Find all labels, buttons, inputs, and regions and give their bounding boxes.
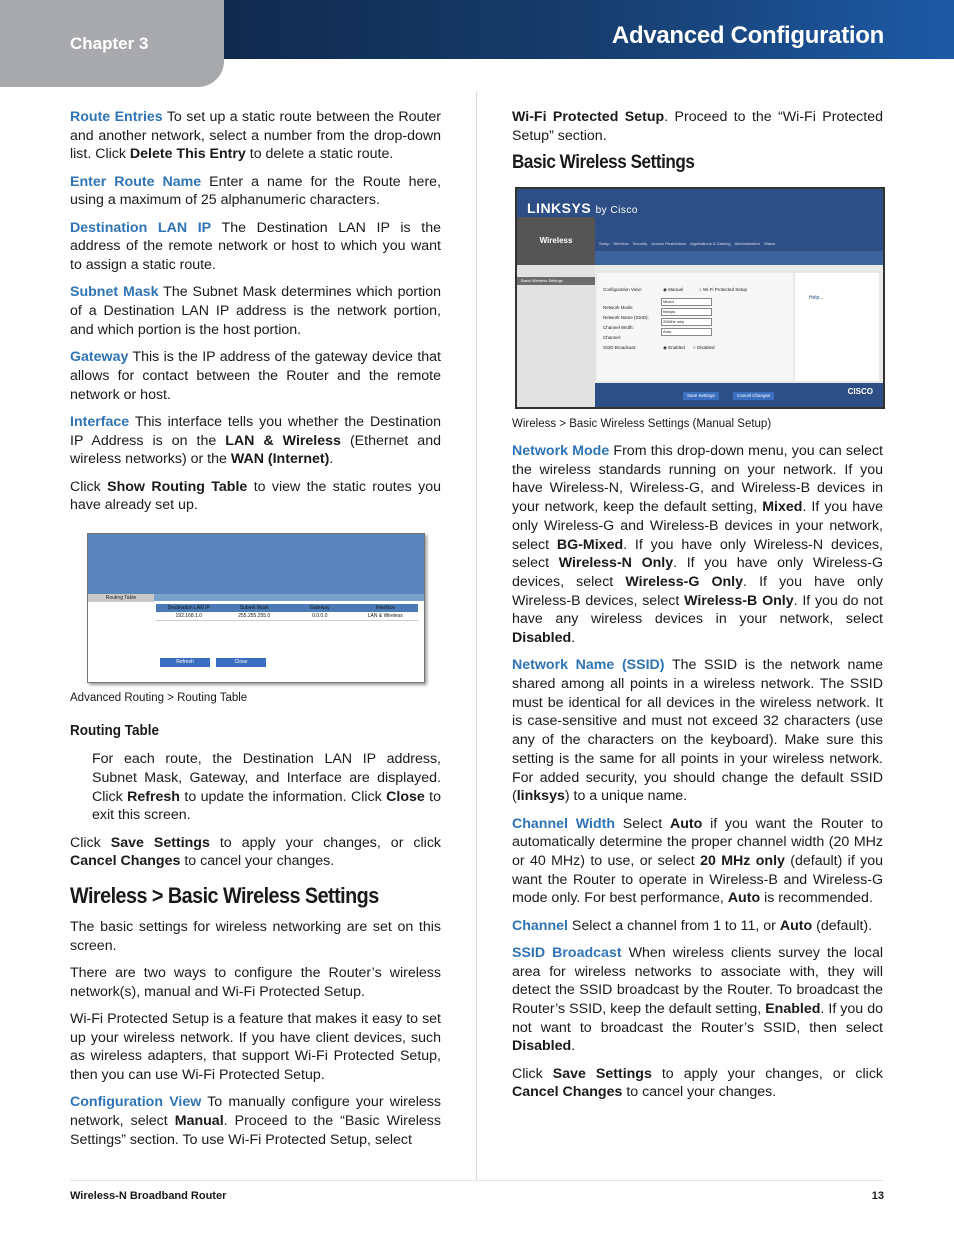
linksys-logo: LINKSYS by Cisco: [527, 199, 638, 216]
routing-table-header: Destination LAN IP Subnet Mask Gateway Interface: [156, 604, 418, 612]
para-channel-width: Channel Width Select Auto if you want the Router to automatically determine the proper channel width (20 MHz or 40 MHz) to use, or select 20 MHz only (default) if you want the Router to operate in Wireless-B and Wireless-G mode only. For best performance, Auto is recommended.: [512, 815, 883, 907]
wps-radio[interactable]: ○ Wi-Fi Protected Setup: [699, 286, 747, 292]
refresh-button[interactable]: Refresh: [160, 658, 210, 667]
channel-width-select[interactable]: 20MHz only: [661, 318, 712, 326]
help-panel: [795, 273, 879, 381]
nav-security[interactable]: Security: [632, 240, 648, 246]
routing-table-label: Routing Table: [88, 594, 154, 602]
wireless-side-label: Wireless: [517, 217, 595, 265]
caption-basic-wireless: Wireless > Basic Wireless Settings (Manual Setup): [512, 417, 772, 430]
para-show-routing-table: Click Show Routing Table to view the static routes you have already set up.: [70, 478, 441, 514]
para-basic-settings: The basic settings for wireless networking are set on this screen.: [70, 918, 441, 954]
nav-setup[interactable]: Setup: [599, 240, 610, 246]
manual-radio[interactable]: ◉ Manual: [663, 286, 683, 292]
para-save-settings-left: Click Save Settings to apply your changes, or click Cancel Changes to cancel your changes.: [70, 834, 442, 870]
nav-status[interactable]: Status: [763, 240, 776, 246]
right-column: [512, 108, 883, 1111]
para-save-settings-right: Click Save Settings to apply your changes, or click Cancel Changes to cancel your changes.: [512, 1065, 884, 1101]
linksys-screenshot: [515, 187, 885, 409]
left-column: [70, 108, 441, 1158]
leftbar-label: Basic Wireless Settings: [517, 277, 595, 285]
para-route-entries: Route Entries To set up a static route between the Router and another network, select a number from the drop-down list. Click Delete This Entry to delete a static route.: [70, 109, 442, 163]
nav-applications-gaming[interactable]: Applications & Gaming: [690, 240, 731, 246]
column-divider: [476, 92, 477, 1180]
para-wps-continued: Wi-Fi Protected Setup. Proceed to the “Wi-Fi Protected Setup” section.: [512, 109, 883, 144]
table-row: 192.168.1.0 255.255.255.0 0.0.0.0 LAN & Wireless: [156, 612, 418, 621]
channel-select[interactable]: Auto: [661, 328, 712, 336]
para-two-ways: There are two ways to configure the Router’s wireless network(s), manual and Wi-Fi Protected Setup.: [70, 964, 441, 1000]
chapter-tab: [0, 0, 224, 87]
cancel-changes-button[interactable]: Cancel Changes: [733, 392, 774, 400]
network-mode-select[interactable]: Mixed: [661, 298, 712, 306]
para-ssid-broadcast: SSID Broadcast When wireless clients survey the local area for wireless networks to associate with, they will detect the SSID broadcast by the Router. To broadcast the Router’s SSID, keep the default setting, Enabled. If you do not want to broadcast the Router’s SSID, then select Disabled.: [512, 944, 883, 1055]
routing-table-screenshot: [87, 533, 425, 683]
header-bar: [224, 0, 954, 59]
routing-table: [156, 604, 418, 621]
para-network-name: Network Name (SSID) The SSID is the network name shared among all points in a wireless network. The SSID must be identical for all devices in the wireless network. It is case-sensitive and must not exceed 32 characters (use any of the characters on the keyboard). Make sure this setting is the same for all points in your wireless network. For added security, you should change the default SSID (linksys) to a unique name.: [512, 657, 884, 805]
help-link[interactable]: Help...: [809, 294, 824, 301]
subheading-routing-table: Routing Table: [70, 721, 160, 739]
nav-wireless[interactable]: Wireless: [613, 240, 629, 246]
nav-administration[interactable]: Administration: [734, 240, 760, 246]
settings-panel: Configuration View: ◉ Manual ○ Wi-Fi Protected Setup Network Mode: Mixed Network Name (SSID): linksys Channel Width: 20MHz only Channel: Auto SSID Broadcast: ◉ Enabled ○ Disabled: [597, 273, 793, 381]
page-title: Advanced Configuration: [611, 22, 884, 49]
para-routing-table-detail: For each route, the Destination LAN IP address, Subnet Mask, Gateway, and Interface are displayed. Click Refresh to update the information. Click Close to exit this screen.: [92, 751, 442, 824]
cisco-logo: CISCO: [847, 387, 873, 396]
footer-product: Wireless-N Broadband Router: [70, 1190, 227, 1202]
top-nav: [595, 237, 883, 251]
heading-basic-wireless-settings: Basic Wireless Settings: [512, 152, 695, 173]
para-network-mode: Network Mode From this drop-down menu, you can select the wireless standards running on your network. If you have Wireless-N, Wireless-G, and Wireless-B devices in your network, keep the default setting, Mixed. If you have only Wireless-G and Wireless-B devices in your network, select BG-Mixed. If you have only Wireless-N devices, select Wireless-N Only. If you have only Wireless-G devices, select Wireless-G Only. If you have only Wireless-B devices, select Wireless-B Only. If you do not have any wireless devices in your network, select Disabled.: [512, 443, 884, 647]
ssid-input[interactable]: linksys: [661, 308, 712, 316]
ssid-enabled-radio[interactable]: ◉ Enabled: [663, 344, 685, 350]
para-configuration-view: Configuration View To manually configure your wireless network, select Manual. Proceed to the “Basic Wireless Settings” section. To use Wi-Fi Protected Setup, select: [70, 1094, 441, 1148]
chapter-label: Chapter 3: [70, 34, 149, 53]
page-number: 13: [871, 1190, 884, 1202]
section-heading-wireless: Wireless > Basic Wireless Settings: [70, 883, 379, 909]
nav-access-restrictions[interactable]: Access Restrictions: [651, 240, 687, 246]
para-interface: Interface This interface tells you whether the Destination IP Address is on the LAN & Wireless (Ethernet and wireless networks) or the WAN (Internet).: [70, 413, 441, 468]
close-button[interactable]: Close: [216, 658, 266, 667]
para-gateway: Gateway This is the IP address of the gateway device that allows for contact between the Router and the remote network or host.: [70, 349, 441, 403]
para-destination-lan-ip: Destination LAN IP The Destination LAN IP is the address of the remote network or host to which you want to assign a static route.: [70, 219, 441, 274]
para-wps: Wi-Fi Protected Setup is a feature that makes it easy to set up your wireless network. If you have client devices, such as wireless adapters, that support Wi-Fi Protected Setup, then you can use Wi-Fi Protected Setup.: [70, 1010, 441, 1083]
screenshot-header-band: [88, 534, 424, 594]
para-channel: Channel Select a channel from 1 to 11, or Auto (default).: [512, 917, 873, 934]
ssid-disabled-radio[interactable]: ○ Disabled: [693, 344, 715, 350]
para-route-name: Enter Route Name Enter a name for the Route here, using a maximum of 25 alphanumeric characters.: [70, 173, 442, 209]
para-subnet-mask: Subnet Mask The Subnet Mask determines which portion of a Destination LAN IP address is the network portion, and which portion is the host portion.: [70, 284, 441, 338]
save-settings-button[interactable]: Save Settings: [683, 392, 719, 400]
caption-routing-table: Advanced Routing > Routing Table: [70, 691, 248, 704]
